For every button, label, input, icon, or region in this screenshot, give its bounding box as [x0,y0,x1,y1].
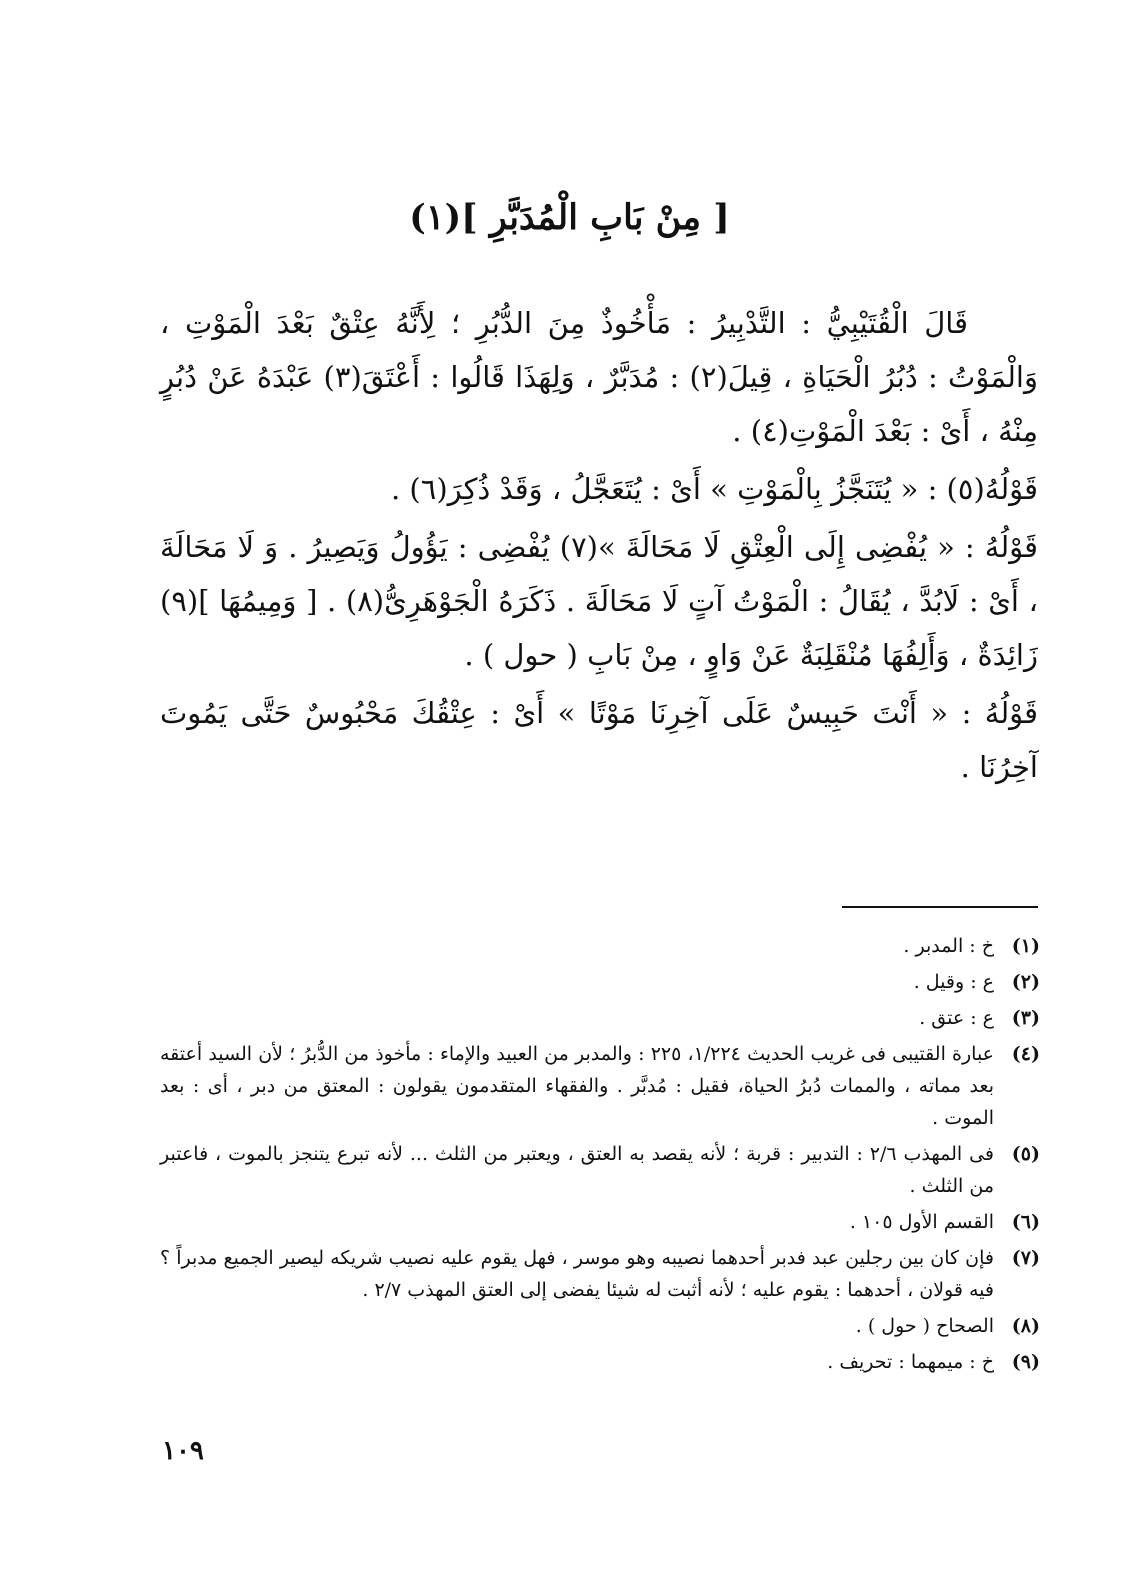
footnote-number: (٤) [1011,1043,1040,1065]
footnotes-section [160,930,1040,1382]
footnote-text: الصحاح ( حول ) . [855,1315,994,1337]
footnote-text: فى المهذب ٢/٦ : التدبير : قربة ؛ لأنه يقصد به العتق ، ويعتبر من الثلث ... لأنه تبرع يتنجز بالموت ، فاعتبر من الثلث . [160,1143,994,1197]
footnote-number: (٨) [1011,1315,1040,1337]
page-number: ١٠٩ [162,1436,204,1466]
paragraph-2: قَوْلُهُ(٥) : « يُتَنَجَّزُ بِالْمَوْتِ » أَىْ : يُتَعَجَّلُ ، وَقَدْ ذُكِرَ(٦) . [390,472,1038,506]
paragraph-1: قَالَ الْقُتَيْبِيُّ : التَّدْبِيرُ : مَأْخُوذٌ مِنَ الدُّبُرِ ؛ لِأَنَّهُ عِتْقٌ بَعْدَ الْمَوْتِ ، وَالْمَوْتُ : دُبُرُ الْحَيَاةِ ، قِيلَ(٢) : مُدَبَّرٌ ، وَلِهَذَا قَالُوا : أَعْتَقَ(٣) عَبْدَهُ عَنْ دُبُرٍ مِنْهُ ، أَىْ : بَعْدَ الْمَوْتِ(٤) . [160,306,1038,448]
footnote-text: خ : ميمهما : تحريف . [827,1351,994,1373]
footnote-number: (٢) [1011,971,1040,993]
footnote-text: فإن كان بين رجلين عبد فدبر أحدهما نصيبه وهو موسر ، فهل يقوم عليه نصيب شريكه ليصير الجميع مدبراً ؟ فيه قولان ، أحدهما : يقوم عليه ؛ لأنه أثبت له شيئا يفضى إلى العتق المهذب ٢/٧ . [160,1247,994,1301]
footnote-number: (٦) [1011,1211,1040,1233]
footnote-text: القسم الأول ١٠٥ . [849,1211,994,1233]
footnote-3 [160,1002,1040,1034]
footnote-text: خ : المدبر . [903,935,994,957]
paragraph-3: قَوْلُهُ : « يُفْضِى إِلَى الْعِتْقِ لَا مَحَالَةَ »(٧) يُفْضِى : يَؤُولُ وَيَصِيرُ . وَ لَا مَحَالَةَ ، أَىْ : لَابُدَّ ، يُقَالُ : الْمَوْتُ آتٍ لَا مَحَالَةَ . ذَكَرَهُ الْجَوْهَرِىُّ(٨) . [ وَمِيمُهَا ](٩) زَائِدَةٌ ، وَأَلِفُهَا مُنْقَلِبَةٌ عَنْ وَاوٍ ، مِنْ بَابِ ( حول ) . [160,530,1038,672]
footnote-6 [160,1206,1040,1238]
footnote-number: (١) [1011,935,1040,957]
footnote-2 [160,966,1040,998]
footnote-number: (٣) [1011,1007,1040,1029]
footnote-4 [160,1038,1040,1134]
paragraph-4: قَوْلُهُ : « أَنْتَ حَبِيسٌ عَلَى آخِرِنَا مَوْتًا » أَىْ : عِتْقُكَ مَحْبُوسٌ حَتَّى يَمُوتَ آخِرُنَا . [160,696,1038,784]
footnote-8 [160,1310,1040,1342]
footnote-text: ع : وقيل . [913,971,994,993]
footnote-divider [842,906,1038,908]
footnote-1 [160,930,1040,962]
footnote-5 [160,1138,1040,1202]
footnote-number: (٩) [1011,1351,1040,1373]
footnote-7 [160,1242,1040,1306]
footnote-number: (٧) [1011,1247,1040,1269]
footnote-9 [160,1346,1040,1378]
footnote-text: عبارة القتيبى فى غريب الحديث ١/٢٢٤، ٢٢٥ : والمدبر من العبيد والإماء : مأخوذ من الدُّبرُ ؛ لأن السيد أعتقه بعد مماته ، والممات دُبرُ الحياة، فقيل : مُدبَّر . والفقهاء المتقدمون يقولون : المعتق من دبر ، أى : بعد الموت . [160,1043,995,1129]
main-text [160,296,1038,798]
footnote-text: ع : عتق . [919,1007,994,1029]
chapter-heading: [ مِنْ بَابِ الْمُدَبَّرِ ](١) [409,197,730,238]
footnote-number: (٥) [1011,1143,1040,1165]
